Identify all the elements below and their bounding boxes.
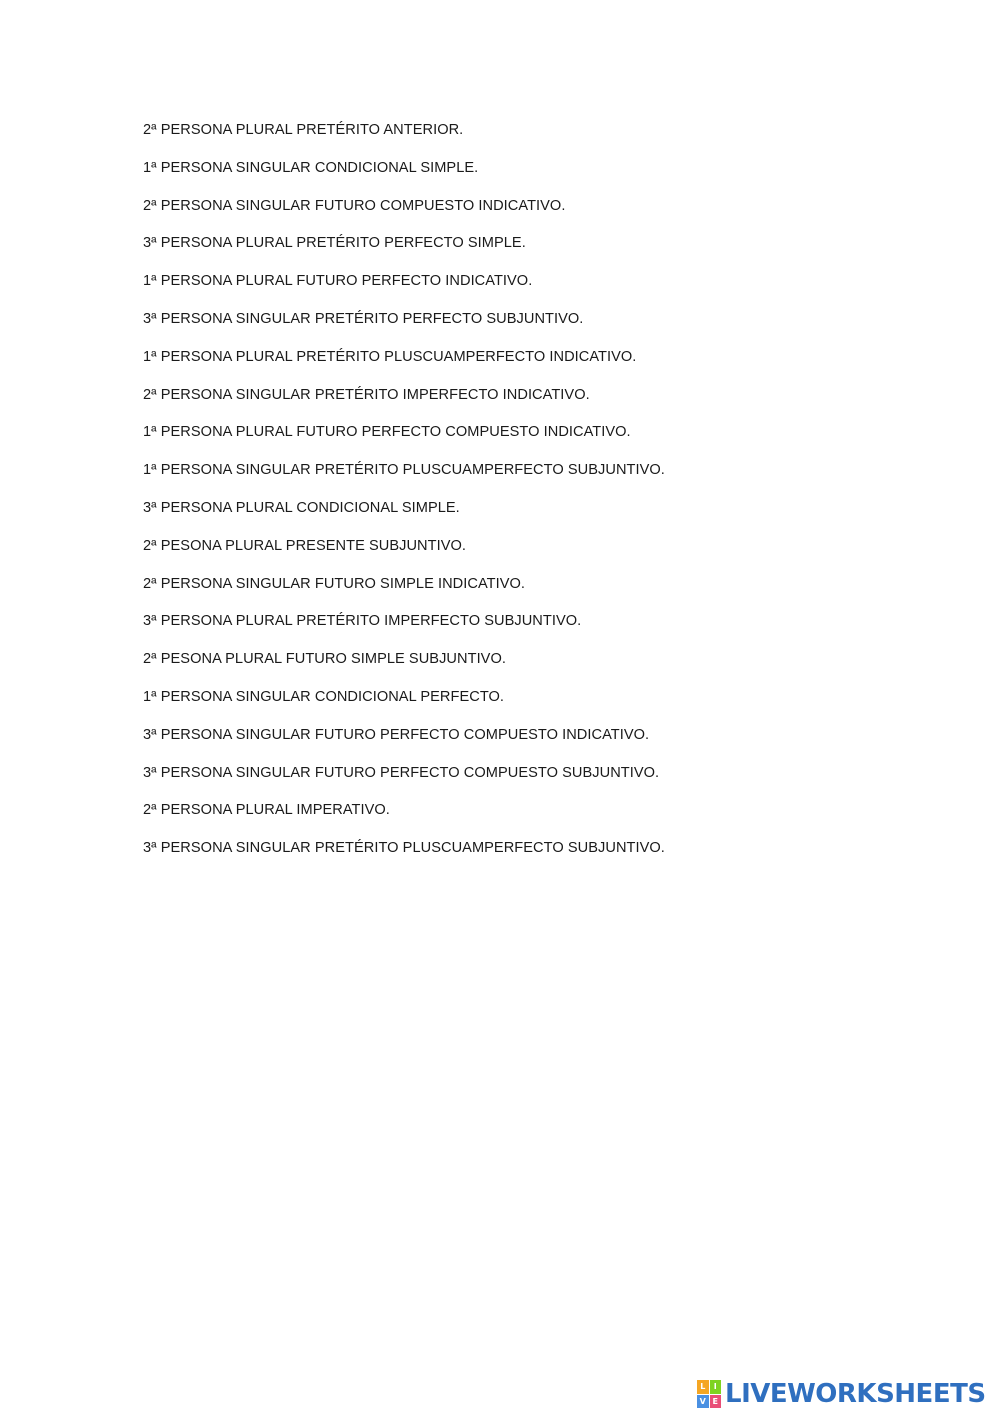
list-item: 2ª PERSONA SINGULAR FUTURO SIMPLE INDICATIVO. bbox=[143, 575, 526, 592]
list-item: 2ª PERSONA PLURAL PRETÉRITO ANTERIOR. bbox=[143, 122, 464, 138]
list-item: 2ª PERSONA SINGULAR FUTURO COMPUESTO INDICATIVO. bbox=[143, 197, 566, 214]
list-item: 2ª PERSONA PLURAL IMPERATIVO. bbox=[143, 802, 390, 819]
logo-letter-i: I bbox=[710, 1380, 722, 1394]
conjugation-prompt-list bbox=[143, 118, 665, 874]
logo-letter-l: L bbox=[697, 1380, 709, 1394]
brand-name: LIVEWORKSHEETS bbox=[725, 1379, 986, 1409]
list-item: 1ª PERSONA PLURAL PRETÉRITO PLUSCUAMPERFECTO INDICATIVO. bbox=[143, 348, 637, 365]
list-item: 1ª PERSONA SINGULAR PRETÉRITO PLUSCUAMPERFECTO SUBJUNTIVO. bbox=[143, 462, 665, 479]
list-item: 1ª PERSONA PLURAL FUTURO PERFECTO COMPUESTO INDICATIVO. bbox=[143, 424, 631, 441]
list-item: 3ª PERSONA SINGULAR FUTURO PERFECTO COMPUESTO INDICATIVO. bbox=[143, 726, 650, 743]
list-item: 2ª PESONA PLURAL FUTURO SIMPLE SUBJUNTIVO. bbox=[143, 651, 506, 668]
list-item: 2ª PESONA PLURAL PRESENTE SUBJUNTIVO. bbox=[143, 537, 466, 554]
liveworksheets-logo-icon bbox=[697, 1380, 721, 1408]
list-item: 3ª PERSONA SINGULAR PRETÉRITO PLUSCUAMPERFECTO SUBJUNTIVO. bbox=[143, 840, 665, 857]
list-item: 2ª PERSONA SINGULAR PRETÉRITO IMPERFECTO INDICATIVO. bbox=[143, 386, 590, 403]
logo-letter-e: E bbox=[710, 1395, 722, 1409]
list-item: 1ª PERSONA SINGULAR CONDICIONAL PERFECTO. bbox=[143, 688, 505, 705]
list-item: 3ª PERSONA SINGULAR PRETÉRITO PERFECTO SUBJUNTIVO. bbox=[143, 310, 584, 327]
list-item: 1ª PERSONA PLURAL FUTURO PERFECTO INDICATIVO. bbox=[143, 273, 533, 290]
list-item: 3ª PERSONA PLURAL CONDICIONAL SIMPLE. bbox=[143, 499, 460, 516]
list-item: 1ª PERSONA SINGULAR CONDICIONAL SIMPLE. bbox=[143, 159, 479, 176]
liveworksheets-watermark bbox=[697, 1376, 986, 1412]
logo-letter-v: V bbox=[697, 1395, 709, 1409]
list-item: 3ª PERSONA SINGULAR FUTURO PERFECTO COMPUESTO SUBJUNTIVO. bbox=[143, 764, 660, 781]
list-item: 3ª PERSONA PLURAL PRETÉRITO IMPERFECTO SUBJUNTIVO. bbox=[143, 613, 582, 630]
list-item: 3ª PERSONA PLURAL PRETÉRITO PERFECTO SIMPLE. bbox=[143, 235, 526, 252]
